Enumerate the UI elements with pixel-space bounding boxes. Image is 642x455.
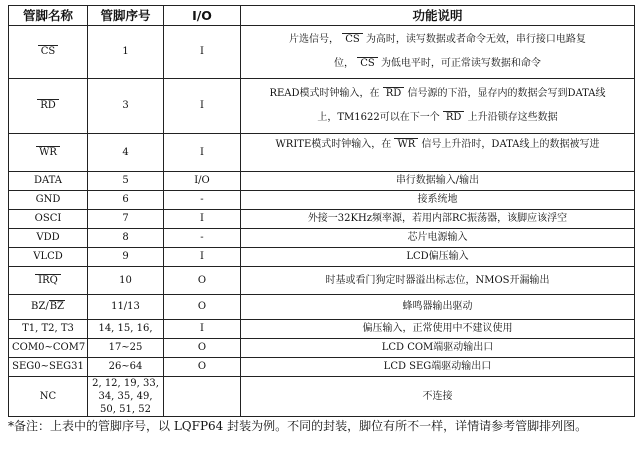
pin-description: 偏压输入，正常使用中不建议使用 — [241, 320, 635, 339]
table-row — [9, 210, 635, 229]
pin-io: I/O — [164, 172, 241, 191]
table-row — [9, 172, 635, 191]
pin-name: SEG0~SEG31 — [9, 358, 88, 377]
pin-name: T1, T2, T3 — [9, 320, 88, 339]
pin-description: READ模式时钟输入，在 RD 信号源的下沿，显存内的数据会写到DATA线 上，TM1622可以在下一个 RD 上升沿锁存这些数据 — [241, 79, 635, 134]
pin-io: O — [164, 339, 241, 358]
table-row — [9, 320, 635, 339]
table-row — [9, 358, 635, 377]
table-row — [9, 248, 635, 267]
pin-number: 3 — [88, 79, 164, 134]
pin-number: 6 — [88, 191, 164, 210]
pin-name: NC — [9, 377, 88, 417]
pin-io: - — [164, 229, 241, 248]
pin-table — [8, 5, 635, 417]
pin-description: LCD SEG端驱动输出口 — [241, 358, 635, 377]
pin-number: 11/13 — [88, 295, 164, 320]
pin-name: VDD — [9, 229, 88, 248]
pin-io: I — [164, 320, 241, 339]
pin-number: 8 — [88, 229, 164, 248]
pin-description: WRITE模式时钟输入，在 WR 信号上升沿时，DATA线上的数据被写进 — [241, 134, 635, 172]
pin-description: 时基或看门狗定时器溢出标志位，NMOS开漏输出 — [241, 267, 635, 295]
pin-io: I — [164, 26, 241, 79]
pin-io: I — [164, 248, 241, 267]
table-row — [9, 229, 635, 248]
pin-io: - — [164, 191, 241, 210]
pin-description: 蜂鸣器输出驱动 — [241, 295, 635, 320]
pin-description: 芯片电源输入 — [241, 229, 635, 248]
pin-number: 26~64 — [88, 358, 164, 377]
pin-number: 7 — [88, 210, 164, 229]
pin-description: 片选信号， CS 为高时，读写数据或者命令无效，串行接口电路复 位， CS 为低电平时，可正常读写数据和命令 — [241, 26, 635, 79]
pin-description: 接系统地 — [241, 191, 635, 210]
table-row — [9, 26, 635, 79]
table-row — [9, 295, 635, 320]
pin-description: LCD COM端驱动输出口 — [241, 339, 635, 358]
pin-number: 4 — [88, 134, 164, 172]
pin-io — [164, 377, 241, 417]
pin-number: 5 — [88, 172, 164, 191]
pin-io: O — [164, 295, 241, 320]
pin-io: O — [164, 267, 241, 295]
header-pin-number: 管脚序号 — [88, 6, 164, 26]
pin-description: LCD偏压输入 — [241, 248, 635, 267]
pin-io: O — [164, 358, 241, 377]
table-row — [9, 191, 635, 210]
table-row — [9, 377, 635, 417]
table-row — [9, 339, 635, 358]
table-row — [9, 267, 635, 295]
pin-io: I — [164, 210, 241, 229]
pin-number: 9 — [88, 248, 164, 267]
pin-name: COM0~COM7 — [9, 339, 88, 358]
pin-description: 串行数据输入/输出 — [241, 172, 635, 191]
header-pin-name: 管脚名称 — [9, 6, 88, 26]
table-row — [9, 79, 635, 134]
table-row — [9, 134, 635, 172]
pin-name: RD — [9, 79, 88, 134]
pin-name: GND — [9, 191, 88, 210]
pin-name: VLCD — [9, 248, 88, 267]
pin-name: IRQ — [9, 267, 88, 295]
table-header-row — [9, 6, 635, 26]
pin-number: 14, 15, 16, — [88, 320, 164, 339]
pin-number: 1 — [88, 26, 164, 79]
pin-number: 17~25 — [88, 339, 164, 358]
pin-io: I — [164, 134, 241, 172]
pin-number: 2, 12, 19, 33, 34, 35, 49, 50, 51, 52 — [88, 377, 164, 417]
header-function: 功能说明 — [241, 6, 635, 26]
pin-name: CS — [9, 26, 88, 79]
header-io: I/O — [164, 6, 241, 26]
footnote: *备注：上表中的管脚序号，以 LQFP64 封装为例。不同的封装，脚位有所不一样，详情请参考管脚排列图。 — [8, 419, 588, 433]
pin-io: I — [164, 79, 241, 134]
pin-number: 10 — [88, 267, 164, 295]
pin-name: WR — [9, 134, 88, 172]
pin-name: BZ/BZ — [9, 295, 88, 320]
pin-description: 不连接 — [241, 377, 635, 417]
pin-name: DATA — [9, 172, 88, 191]
pin-name: OSCI — [9, 210, 88, 229]
pin-description: 外接一32KHz频率源，若用内部RC振荡器，该脚应该浮空 — [241, 210, 635, 229]
